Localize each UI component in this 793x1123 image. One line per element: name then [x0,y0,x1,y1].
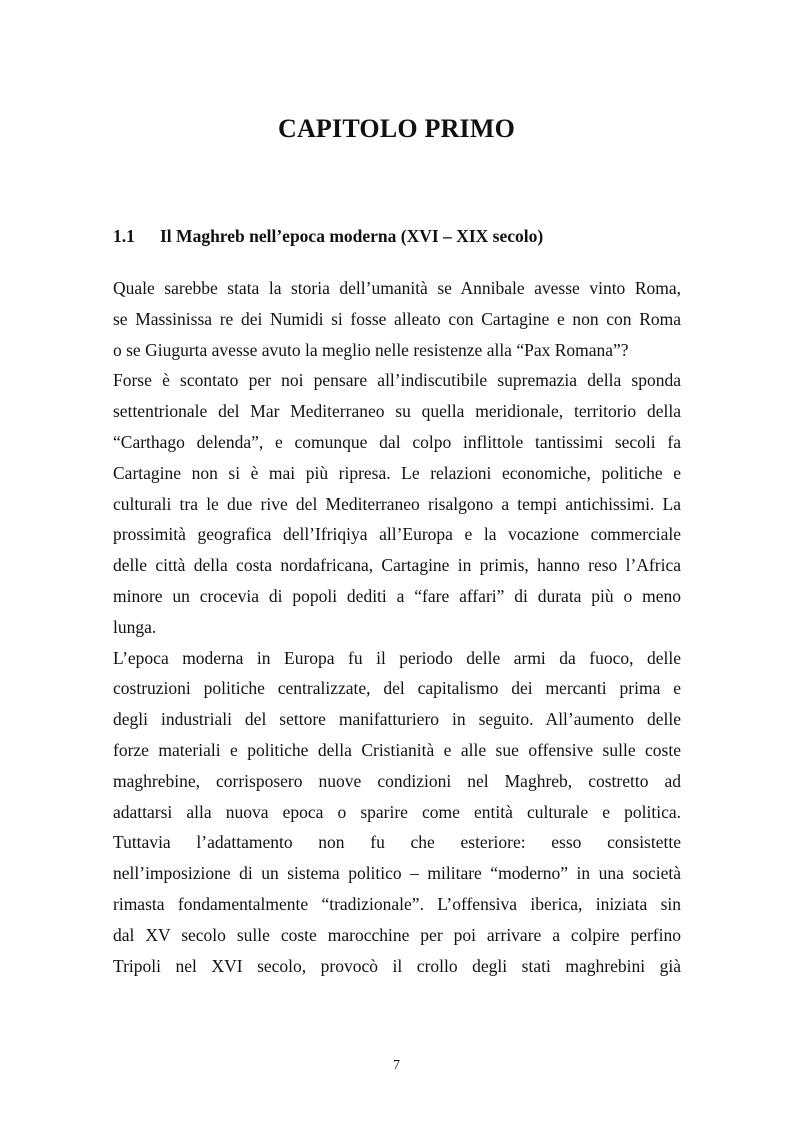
text-line: settentrionale del Mar Mediterraneo su quella meridionale, territorio della [113,401,681,422]
text-line: nell’imposizione di un sistema politico – militare “moderno” in una società [113,863,681,884]
text-line: L’epoca moderna in Europa fu il periodo delle armi da fuoco, delle [113,647,681,668]
body-text [113,273,681,981]
page-number: 7 [393,1058,400,1073]
text-line: minore un crocevia di popoli dediti a “fare affari” di durata più o meno [113,585,681,606]
text-line: Cartagine non si è mai più ripresa. Le relazioni economiche, politiche e [113,462,681,483]
text-line: “Carthago delenda”, e comunque dal colpo inflittole tantissimi secoli fa [113,431,681,452]
text-line: prossimità geografica dell’Ifriqiya all’Europa e la vocazione commerciale [113,524,681,545]
chapter-title: CAPITOLO PRIMO [277,114,516,143]
text-line: Quale sarebbe stata la storia dell’umanità se Annibale avesse vinto Roma, [113,278,681,298]
text-line: dal XV secolo sulle coste marocchine per poi arrivare a colpire perfino [113,924,681,945]
section-title: Il Maghreb nell’epoca moderna (XVI – XIX secolo) [160,226,544,246]
section-number: 1.1 [113,226,135,246]
text-line: se Massinissa re dei Numidi si fosse alleato con Cartagine e non con Roma [113,308,681,329]
text-line: o se Giugurta avesse avuto la meglio nelle resistenze alla “Pax Romana”? [113,339,629,360]
text-line: degli industriali del settore manifatturiero in seguito. All’aumento delle [113,709,681,730]
section-heading [113,226,683,247]
text-line: Tuttavia l’adattamento non fu che esteriore: esso consistette [113,832,681,853]
text-line: maghrebine, corrisposero nuove condizioni nel Maghreb, costretto ad [113,770,681,791]
text-line: culturali tra le due rive del Mediterraneo risalgono a tempi antichissimi. La [113,493,681,514]
text-line: adattarsi alla nuova epoca o sparire come entità culturale e politica. [113,801,681,822]
text-line: rimasta fondamentalmente “tradizionale”. L’offensiva iberica, iniziata sin [113,893,681,914]
text-line: forze materiali e politiche della Cristianità e alle sue offensive sulle coste [113,739,681,760]
text-line: Forse è scontato per noi pensare all’indiscutibile supremazia della sponda [113,370,681,391]
text-line: delle città della costa nordafricana, Cartagine in primis, hanno reso l’Africa [113,555,681,576]
text-line: costruzioni politiche centralizzate, del capitalismo dei mercanti prima e [113,678,681,699]
text-line: lunga. [113,616,157,637]
text-line: Tripoli nel XVI secolo, provocò il crollo degli stati maghrebini già [113,955,681,976]
